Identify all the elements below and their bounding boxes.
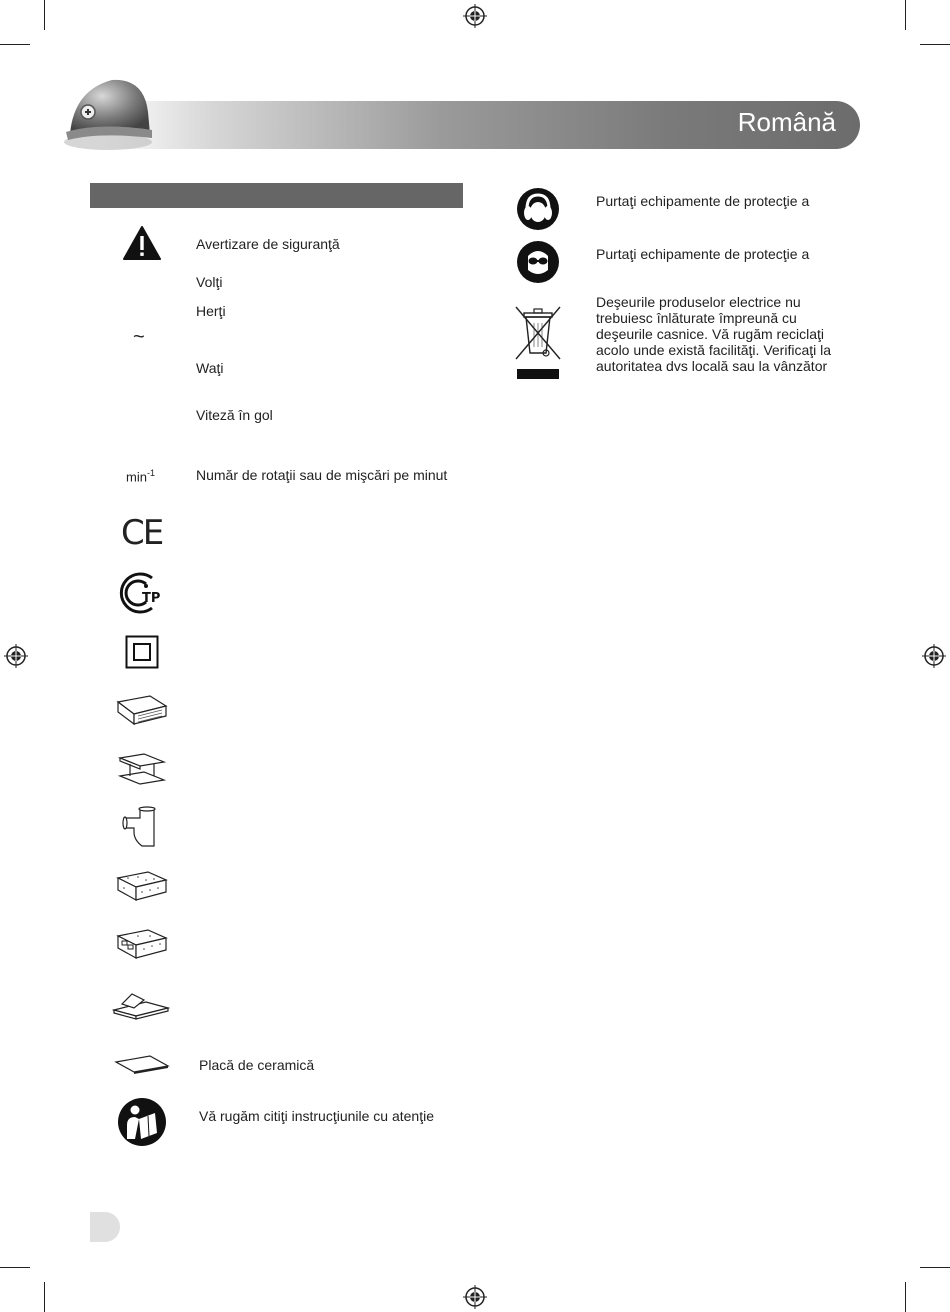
crop-mark xyxy=(920,44,950,45)
label-watts: Waţi xyxy=(196,360,224,376)
registration-mark-icon xyxy=(4,644,28,668)
warning-triangle-icon xyxy=(122,225,162,261)
crop-mark xyxy=(44,0,45,30)
label-ceramic-tile: Placă de ceramică xyxy=(199,1057,315,1073)
crop-mark xyxy=(0,1267,30,1268)
crop-mark xyxy=(44,1282,45,1312)
ceramic-tile-icon xyxy=(114,1054,170,1074)
double-insulation-icon xyxy=(125,635,159,669)
header-bar xyxy=(100,101,860,149)
alternating-current-icon: ~ xyxy=(133,326,145,348)
crop-mark xyxy=(905,0,906,30)
brick-material-icon xyxy=(116,928,168,962)
registration-mark-icon xyxy=(463,4,487,28)
label-safety-warning: Avertizare de siguranţă xyxy=(196,236,340,252)
page-number-tab xyxy=(90,1212,120,1242)
eac-mark-text: TP xyxy=(142,591,161,606)
crop-mark xyxy=(0,44,30,45)
ce-mark-icon: CE xyxy=(121,513,163,553)
label-read-instructions: Vă rugăm citiţi instrucţiunile cu atenţie xyxy=(199,1108,434,1124)
label-eye-protection: Purtaţi echipamente de protecţie a xyxy=(596,246,810,262)
language-title: Română xyxy=(737,107,836,137)
plastic-pipe-icon xyxy=(120,806,164,850)
wood-material-icon xyxy=(116,694,168,728)
label-rotations-per-minute: Număr de rotaţii sau de mişcări pe minut xyxy=(196,467,448,483)
label-no-load-speed: Viteză în gol xyxy=(196,407,273,423)
hard-hat-icon xyxy=(60,72,160,152)
crop-mark xyxy=(905,1282,906,1312)
tile-sheet-icon xyxy=(112,990,170,1020)
registration-mark-icon xyxy=(463,1285,487,1309)
metal-material-icon xyxy=(116,752,168,788)
weee-crossed-bin-icon xyxy=(512,303,564,381)
label-ear-protection: Purtaţi echipamente de protecţie a xyxy=(596,193,810,209)
registration-mark-icon xyxy=(922,644,946,668)
eye-protection-icon xyxy=(516,240,560,284)
rpm-symbol: $\min^{-1}$ xyxy=(126,468,155,485)
label-volts: Volţi xyxy=(196,274,223,290)
weee-disposal-text: Deşeurile produselor electrice nu trebuiesc înlăturate împreună cu deşeurile casnice. Vă rugăm reciclaţi acolo unde există facilităţi. Verificaţi la autoritatea dvs locală sau la vânzător xyxy=(596,294,832,374)
section-bar xyxy=(90,183,463,208)
concrete-material-icon xyxy=(116,870,168,904)
eac-gost-mark-icon xyxy=(116,570,168,616)
label-hertz: Herţi xyxy=(196,303,226,319)
ear-protection-icon xyxy=(516,187,560,231)
read-manual-icon xyxy=(117,1097,167,1147)
crop-mark xyxy=(920,1267,950,1268)
